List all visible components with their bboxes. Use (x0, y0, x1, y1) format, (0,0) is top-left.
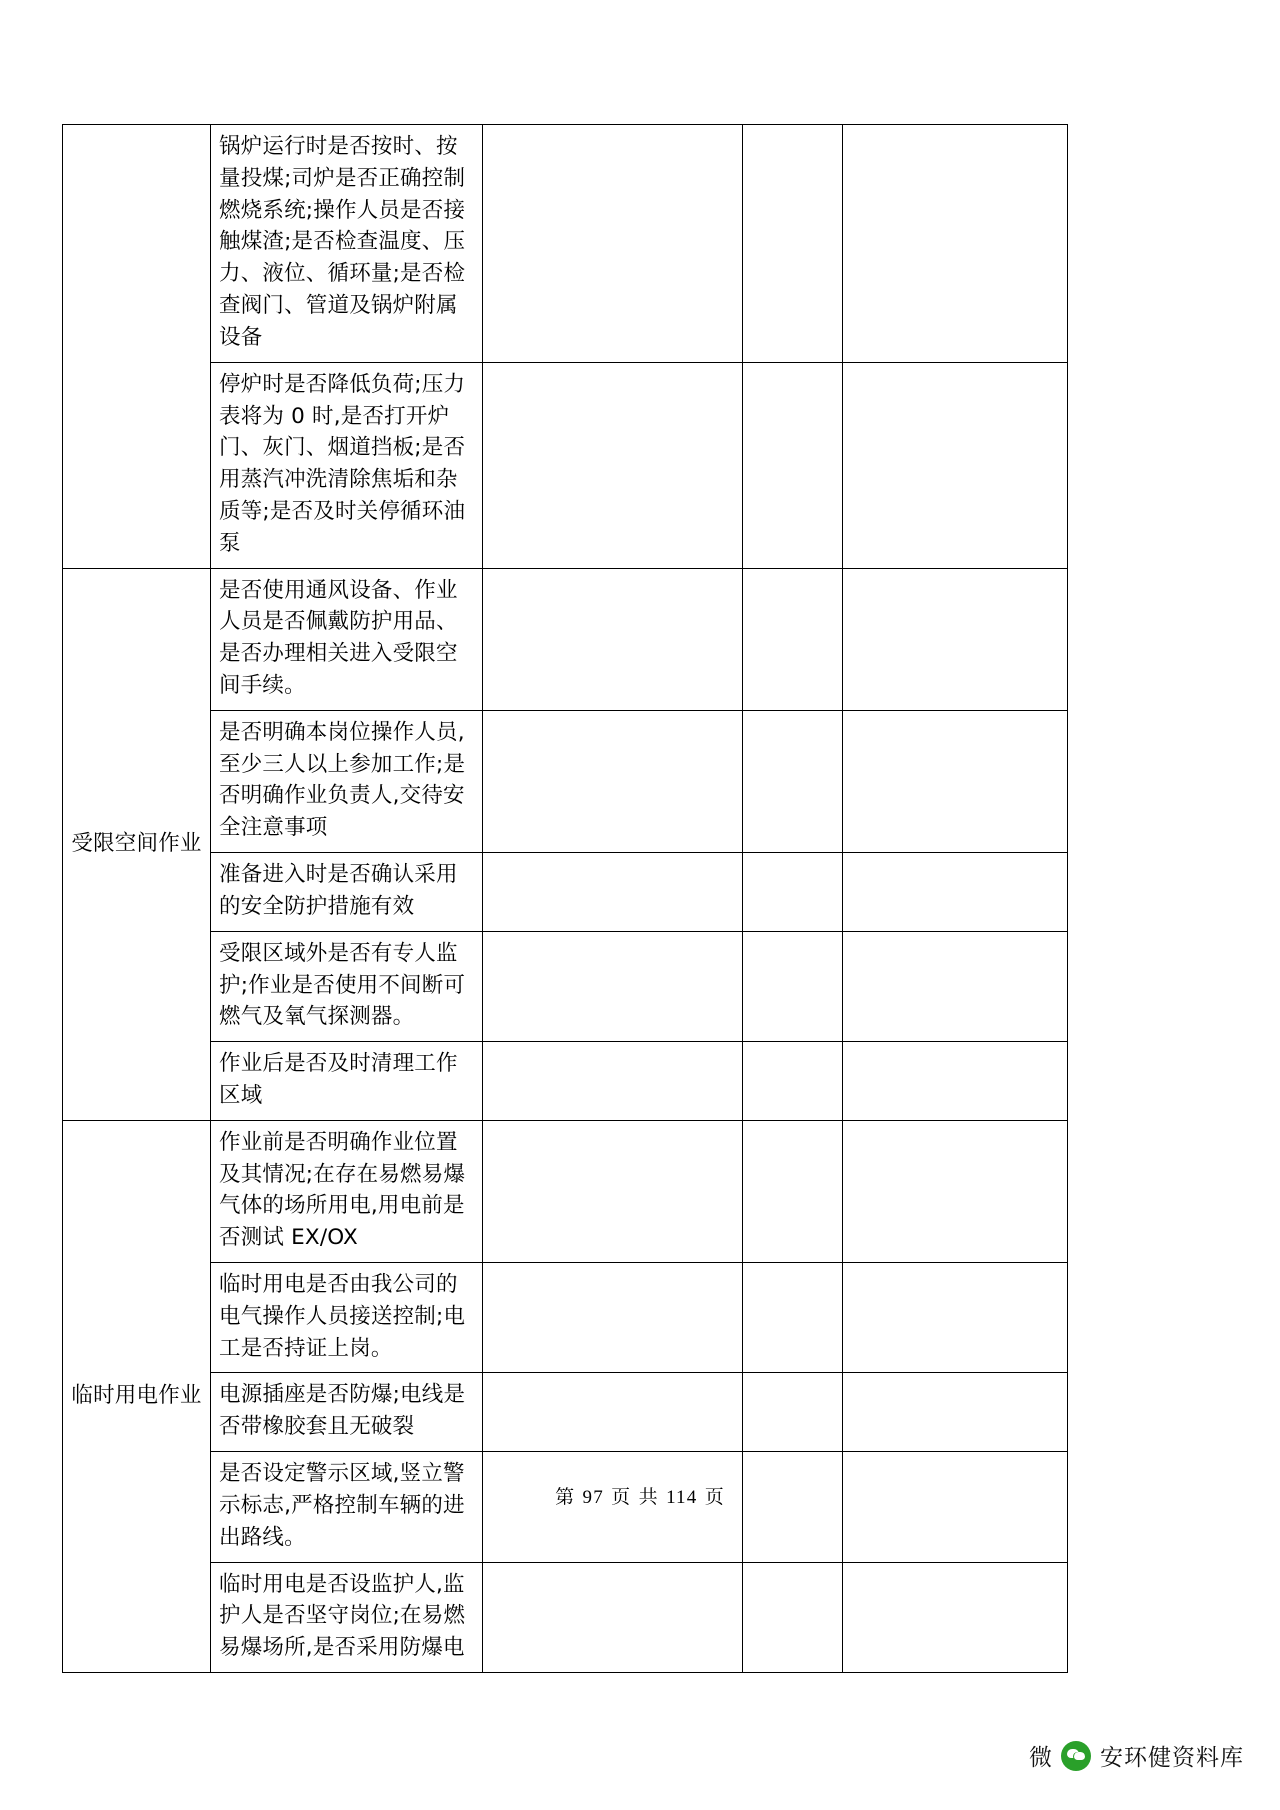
remark-cell[interactable] (483, 1263, 743, 1373)
remark-cell[interactable] (483, 362, 743, 568)
note-cell[interactable] (843, 1263, 1068, 1373)
table-row (63, 1373, 1068, 1452)
note-cell[interactable] (843, 1120, 1068, 1262)
result-cell[interactable] (743, 1042, 843, 1121)
table-row (63, 1120, 1068, 1262)
checklist-item-cell: 作业前是否明确作业位置及其情况;在存在易燃易爆气体的场所用电,用电前是否测试 EX/OX (211, 1120, 483, 1262)
checklist-item-cell: 电源插座是否防爆;电线是否带橡胶套且无破裂 (211, 1373, 483, 1452)
footer-suffix: 页 (704, 1486, 725, 1508)
checklist-item-cell: 锅炉运行时是否按时、按量投煤;司炉是否正确控制燃烧系统;操作人员是否接触煤渣;是否检查温度、压力、液位、循环量;是否检查阀门、管道及锅炉附属设备 (211, 125, 483, 363)
note-cell[interactable] (843, 1562, 1068, 1672)
table-row (63, 568, 1068, 710)
result-cell[interactable] (743, 362, 843, 568)
table-row (63, 931, 1068, 1041)
watermark-label: 安环健资料库 (1100, 1745, 1244, 1771)
footer-middle: 页 共 (611, 1486, 659, 1508)
remark-cell[interactable] (483, 1120, 743, 1262)
note-cell[interactable] (843, 710, 1068, 852)
footer-prefix: 第 (555, 1486, 576, 1508)
remark-cell[interactable] (483, 125, 743, 363)
result-cell[interactable] (743, 853, 843, 932)
checklist-item-cell: 临时用电是否由我公司的电气操作人员接送控制;电工是否持证上岗。 (211, 1263, 483, 1373)
page-footer (0, 1482, 1280, 1509)
category-cell (63, 125, 211, 569)
result-cell[interactable] (743, 1373, 843, 1452)
remark-cell[interactable] (483, 1042, 743, 1121)
remark-cell[interactable] (483, 568, 743, 710)
table-row (63, 362, 1068, 568)
table-row (63, 1562, 1068, 1672)
checklist-item-cell: 准备进入时是否确认采用的安全防护措施有效 (211, 853, 483, 932)
category-cell-temporary-power: 临时用电作业 (63, 1120, 211, 1672)
checklist-item-cell: 临时用电是否设监护人,监护人是否坚守岗位;在易燃易爆场所,是否采用防爆电 (211, 1562, 483, 1672)
result-cell[interactable] (743, 125, 843, 363)
result-cell[interactable] (743, 1562, 843, 1672)
table-row (63, 853, 1068, 932)
table-row (63, 1042, 1068, 1121)
wechat-icon (1061, 1741, 1091, 1771)
page-number: 97 (582, 1487, 604, 1508)
note-cell[interactable] (843, 568, 1068, 710)
checklist-item-cell: 是否使用通风设备、作业人员是否佩戴防护用品、是否办理相关进入受限空间手续。 (211, 568, 483, 710)
table-row (63, 710, 1068, 852)
remark-cell[interactable] (483, 710, 743, 852)
note-cell[interactable] (843, 362, 1068, 568)
page-total: 114 (666, 1487, 698, 1508)
table-row (63, 1263, 1068, 1373)
checklist-item-cell: 是否设定警示区域,竖立警示标志,严格控制车辆的进出路线。 (211, 1452, 483, 1562)
watermark-prefix: 微 (1029, 1745, 1052, 1771)
remark-cell[interactable] (483, 931, 743, 1041)
note-cell[interactable] (843, 1042, 1068, 1121)
remark-cell[interactable] (483, 1373, 743, 1452)
remark-cell[interactable] (483, 853, 743, 932)
note-cell[interactable] (843, 125, 1068, 363)
result-cell[interactable] (743, 931, 843, 1041)
remark-cell[interactable] (483, 1562, 743, 1672)
watermark (1029, 1739, 1244, 1772)
note-cell[interactable] (843, 853, 1068, 932)
result-cell[interactable] (743, 568, 843, 710)
result-cell[interactable] (743, 1263, 843, 1373)
result-cell[interactable] (743, 1120, 843, 1262)
checklist-item-cell: 是否明确本岗位操作人员,至少三人以上参加工作;是否明确作业负责人,交待安全注意事项 (211, 710, 483, 852)
result-cell[interactable] (743, 710, 843, 852)
checklist-item-cell: 受限区域外是否有专人监护;作业是否使用不间断可燃气及氧气探测器。 (211, 931, 483, 1041)
note-cell[interactable] (843, 931, 1068, 1041)
table-row (63, 125, 1068, 363)
category-cell-confined-space: 受限空间作业 (63, 568, 211, 1120)
checklist-item-cell: 停炉时是否降低负荷;压力表将为 0 时,是否打开炉门、灰门、烟道挡板;是否用蒸汽冲洗清除焦垢和杂质等;是否及时关停循环油泵 (211, 362, 483, 568)
inspection-checklist-table (62, 124, 1068, 1673)
checklist-item-cell: 作业后是否及时清理工作区域 (211, 1042, 483, 1121)
note-cell[interactable] (843, 1373, 1068, 1452)
